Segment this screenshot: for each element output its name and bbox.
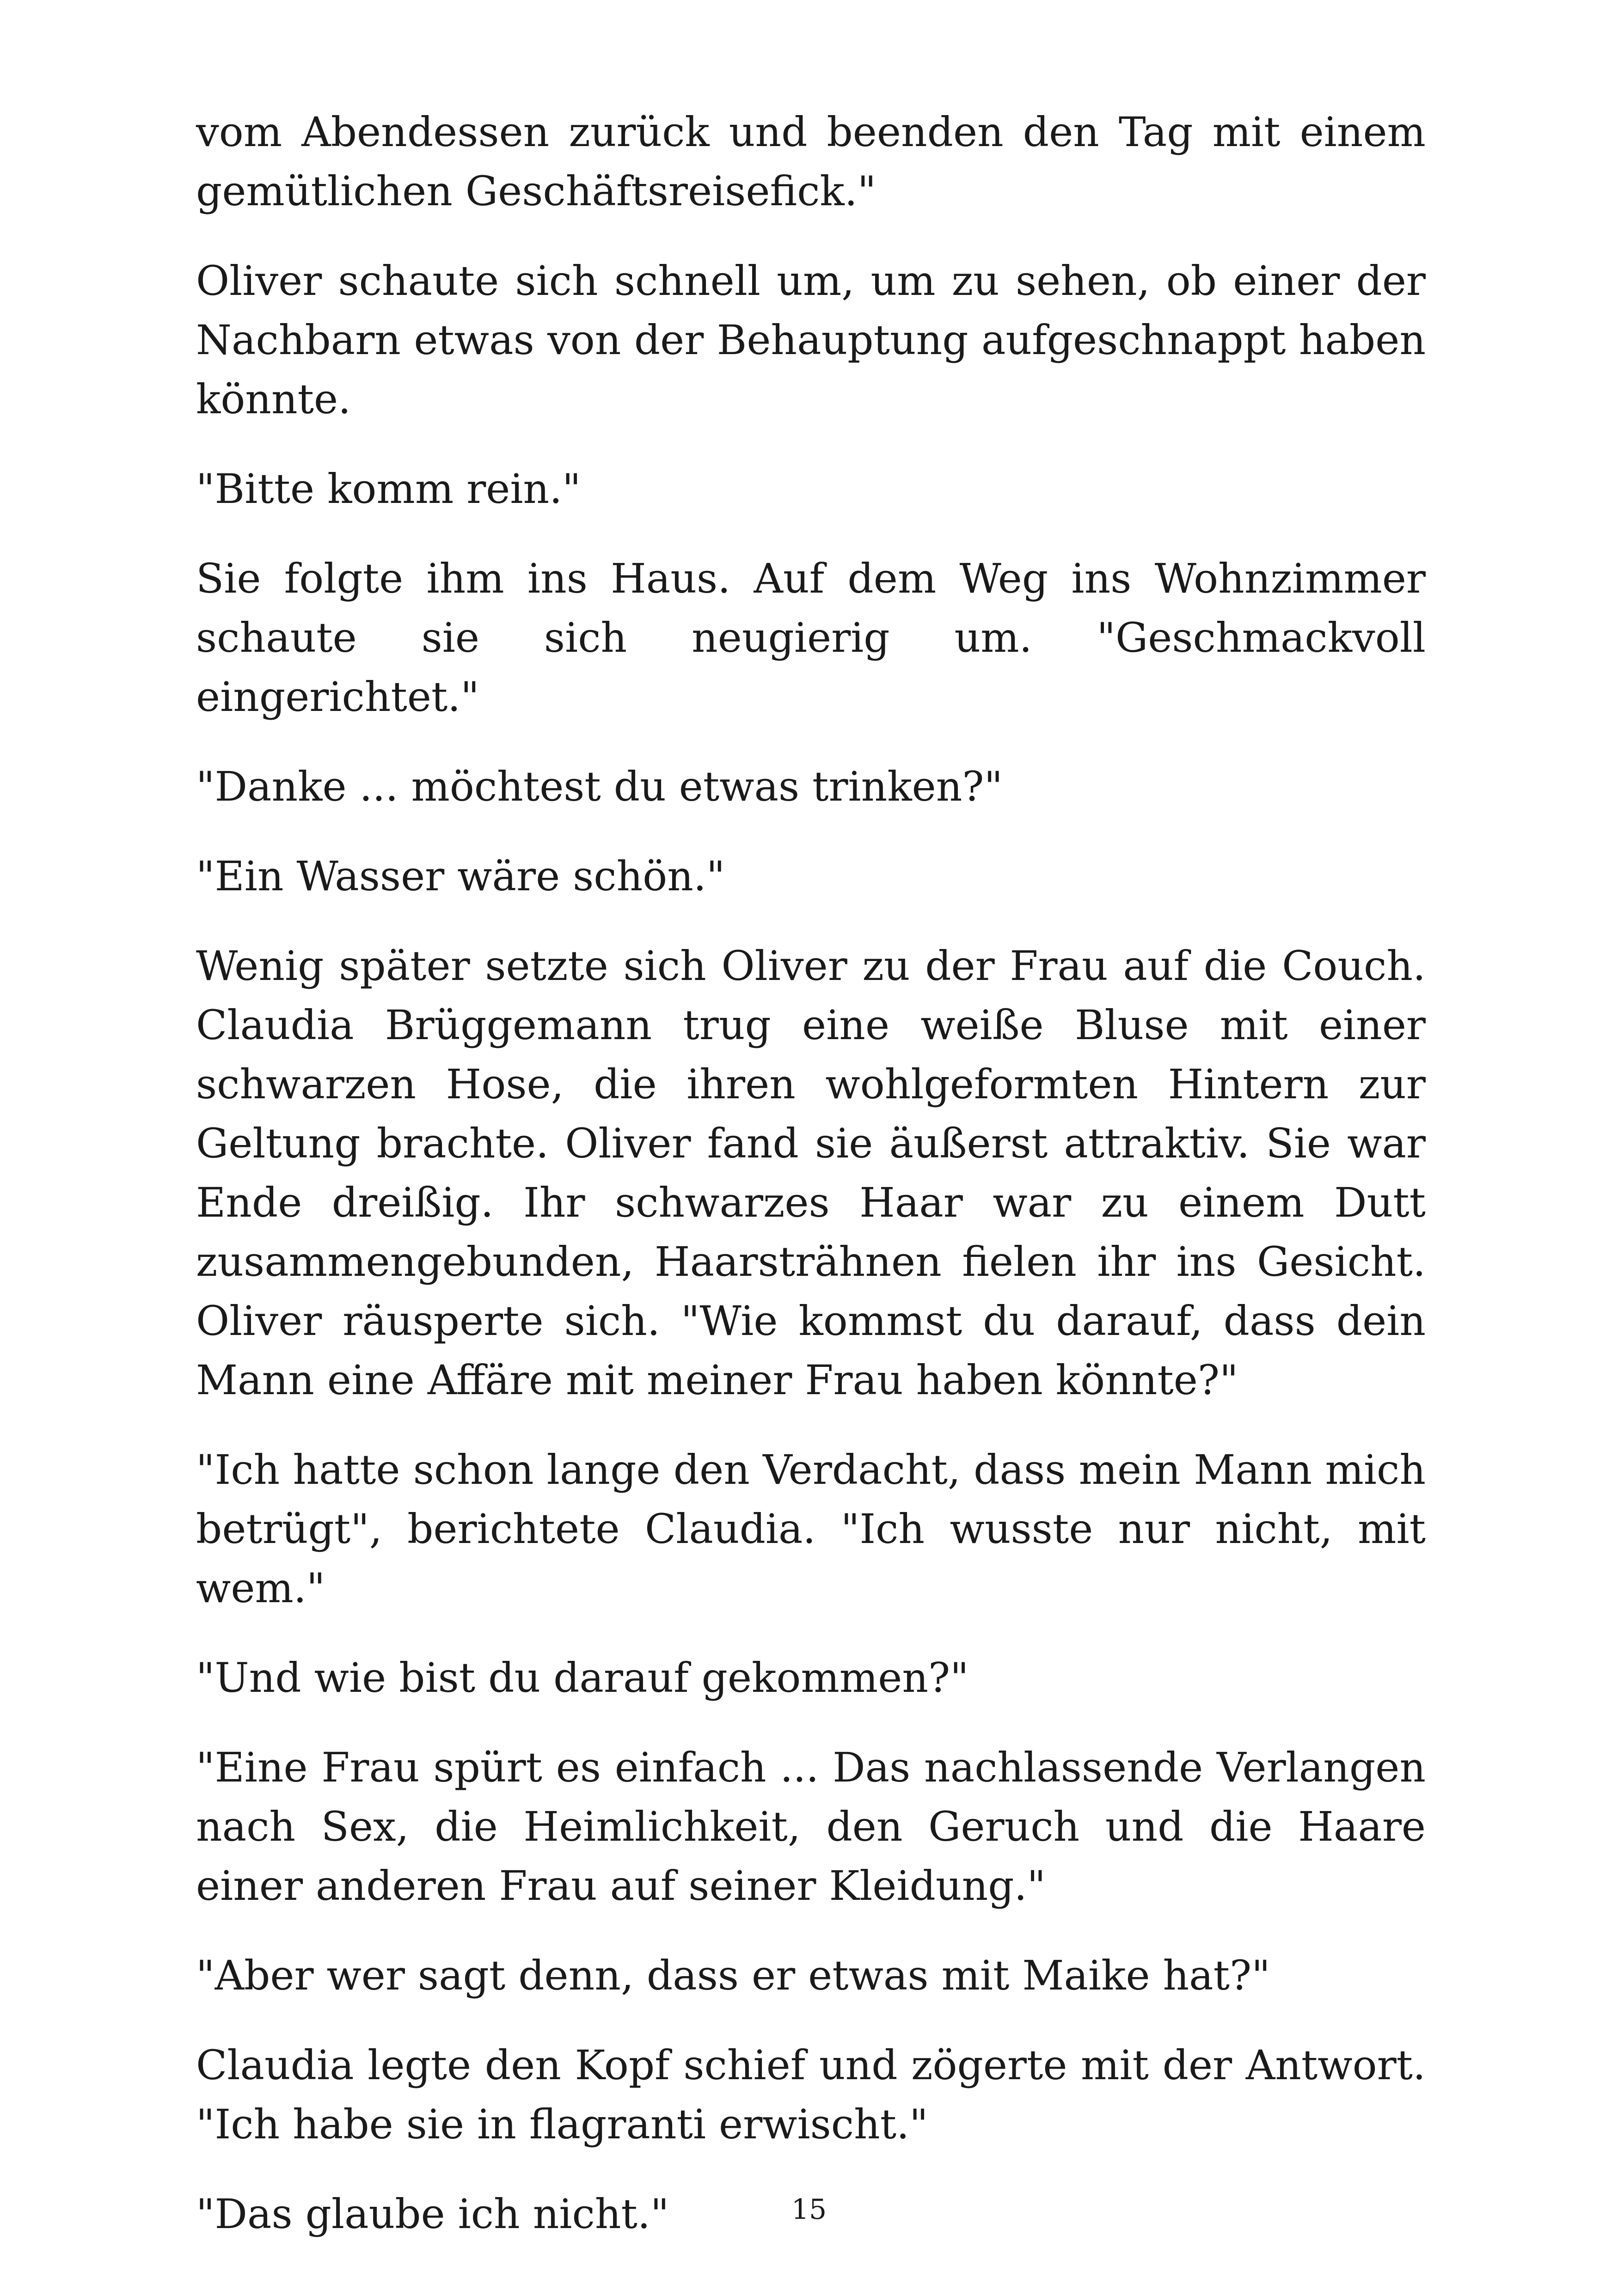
page-number: 15 — [791, 2193, 827, 2226]
paragraph: "Eine Frau spürt es einfach ... Das nachlassende Verlangen nach Sex, die Heimlichkeit, den Geruch und die Haare einer anderen Frau auf seiner Kleidung." — [196, 1744, 1426, 1910]
paragraph: "Aber wer sagt denn, dass er etwas mit Maike hat?" — [196, 1952, 1270, 1999]
paragraph: Oliver schaute sich schnell um, um zu sehen, ob einer der Nachbarn etwas von der Behauptung aufgeschnappt haben könnte. — [196, 257, 1426, 423]
paragraph: "Bitte komm rein." — [196, 465, 581, 513]
paragraph: "Danke ... möchtest du etwas trinken?" — [196, 763, 1003, 810]
page-body — [196, 103, 1426, 2274]
paragraph: "Und wie bist du darauf gekommen?" — [196, 1654, 969, 1702]
paragraph: Sie folgte ihm ins Haus. Auf dem Weg ins Wohnzimmer schaute sie sich neugierig um. "Geschmackvoll eingerichtet." — [196, 555, 1426, 721]
paragraph: "Ein Wasser wäre schön." — [196, 852, 725, 900]
paragraph: "Das glaube ich nicht." — [196, 2190, 669, 2238]
paragraph: Claudia legte den Kopf schief und zögerte mit der Antwort. "Ich habe sie in flagranti erwischt." — [196, 2041, 1426, 2148]
paragraph: vom Abendessen zurück und beenden den Tag mit einem gemütlichen Geschäftsreisefick." — [196, 108, 1426, 215]
paragraph: Wenig später setzte sich Oliver zu der Frau auf die Couch. Claudia Brüggemann trug eine weiße Bluse mit einer schwarzen Hose, die ihren wohlgeformten Hintern zur Geltung brachte. Oliver fand sie äußerst attraktiv. Sie war Ende dreißig. Ihr schwarzes Haar war zu einem Dutt zusammengebunden, Haarsträhnen fielen ihr ins Gesicht. Oliver räusperte sich. "Wie kommst du darauf, dass dein Mann eine Affäre mit meiner Frau haben könnte?" — [196, 942, 1426, 1404]
paragraph: "Ich hatte schon lange den Verdacht, dass mein Mann mich betrügt", berichtete Claudia. "Ich wusste nur nicht, mit wem." — [196, 1446, 1426, 1612]
